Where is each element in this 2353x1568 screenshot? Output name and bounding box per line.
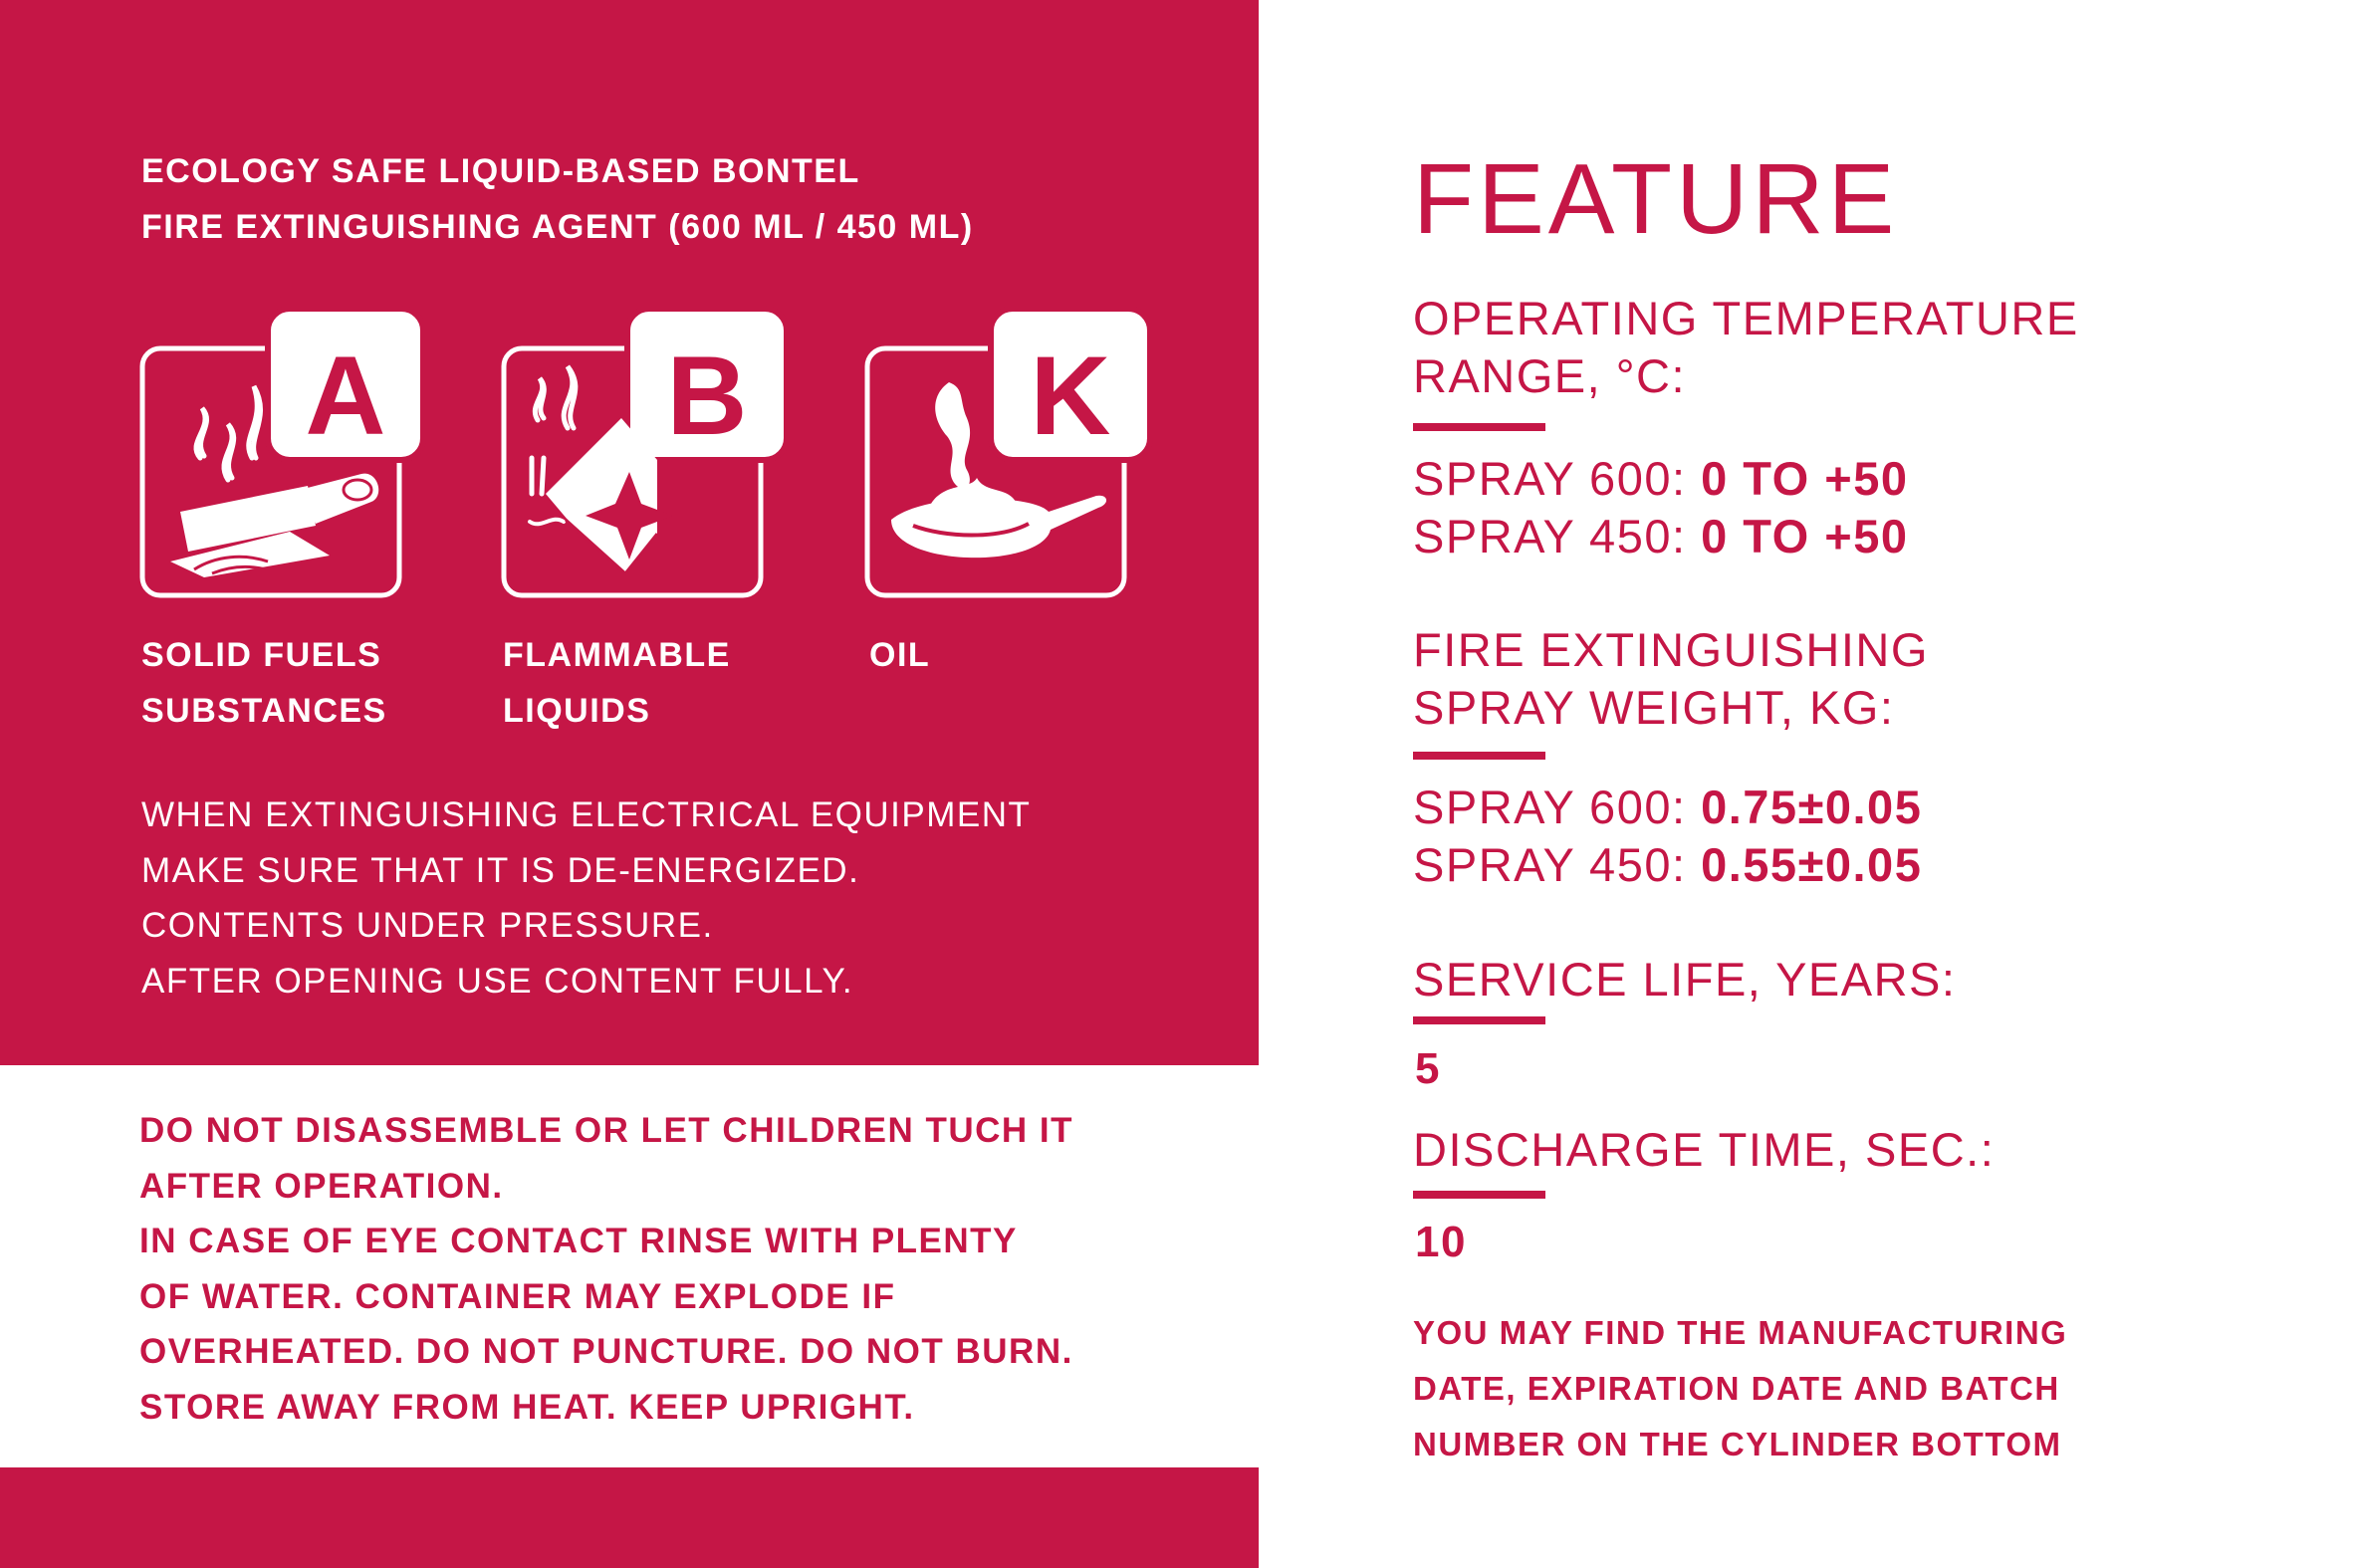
temperature-values — [1413, 450, 1909, 565]
fire-class-a-card — [140, 309, 429, 597]
temperature-row-600: SPRAY 600: 0 TO +50 — [1413, 452, 1909, 505]
weight-label: FIRE EXTINGUISHING SPRAY WEIGHT, KG: — [1413, 623, 1929, 734]
fire-class-b-card — [502, 309, 791, 597]
burning-frying-pan-icon — [865, 309, 1154, 597]
fire-class-k-card — [865, 309, 1154, 597]
discharge-time-value: 10 — [1415, 1218, 1467, 1266]
discharge-time-label: DISCHARGE TIME, SEC.: — [1413, 1123, 1996, 1176]
service-life-divider — [1413, 1016, 1545, 1024]
flammable-liquid-canister-icon — [502, 309, 791, 597]
fire-class-b-letter: B — [666, 334, 748, 458]
weight-divider — [1413, 752, 1545, 760]
manufacturing-note: YOU MAY FIND THE MANUFACTURING DATE, EXPIRATION DATE AND BATCH NUMBER ON THE CYLINDER BOTTOM — [1413, 1314, 2068, 1462]
weight-values — [1413, 779, 1922, 894]
temperature-row-450: SPRAY 450: 0 TO +50 — [1413, 510, 1909, 562]
weight-row-450: SPRAY 450: 0.55±0.05 — [1413, 838, 1923, 891]
safety-warnings: DO NOT DISASSEMBLE OR LET CHILDREN TUCH IT AFTER OPERATION. IN CASE OF EYE CONTACT RINSE WITH PLENTY OF WATER. CONTAINER MAY EXPLODE IF OVERHEATED. DO NOT PUNCTURE. DO NOT BURN. STORE AWAY FROM HEAT. KEEP UPRIGHT. — [139, 1111, 1073, 1427]
service-life-label: SERVICE LIFE, YEARS: — [1413, 953, 1957, 1006]
product-heading-line-1: ECOLOGY SAFE LIQUID-BASED BONTEL — [141, 152, 860, 190]
discharge-time-divider — [1413, 1191, 1545, 1199]
usage-instructions: WHEN EXTINGUISHING ELECTRICAL EQUIPMENT MAKE SURE THAT IT IS DE-ENERGIZED. CONTENTS UNDER PRESSURE. AFTER OPENING USE CONTENT FULLY. — [141, 795, 1032, 1001]
fire-class-k-label: OIL — [869, 636, 931, 674]
weight-row-600: SPRAY 600: 0.75±0.05 — [1413, 781, 1923, 833]
crimson-panel-bottom — [0, 1467, 1259, 1568]
temperature-divider — [1413, 423, 1545, 431]
product-heading — [141, 143, 974, 255]
service-life-value: 5 — [1415, 1044, 1441, 1093]
feature-title: FEATURE — [1413, 143, 1899, 255]
fire-class-a-letter: A — [305, 334, 386, 458]
temperature-label: OPERATING TEMPERATURE RANGE, °C: — [1413, 292, 2079, 402]
fire-class-a-label: SOLID FUELS SUBSTANCES — [141, 636, 387, 730]
product-heading-line-2: FIRE EXTINGUISHING AGENT (600 ML / 450 ML) — [141, 208, 974, 246]
burning-wood-logs-icon — [140, 309, 429, 597]
fire-class-k-letter: K — [1030, 334, 1111, 458]
fire-class-b-label: FLAMMABLE LIQUIDS — [503, 636, 731, 730]
